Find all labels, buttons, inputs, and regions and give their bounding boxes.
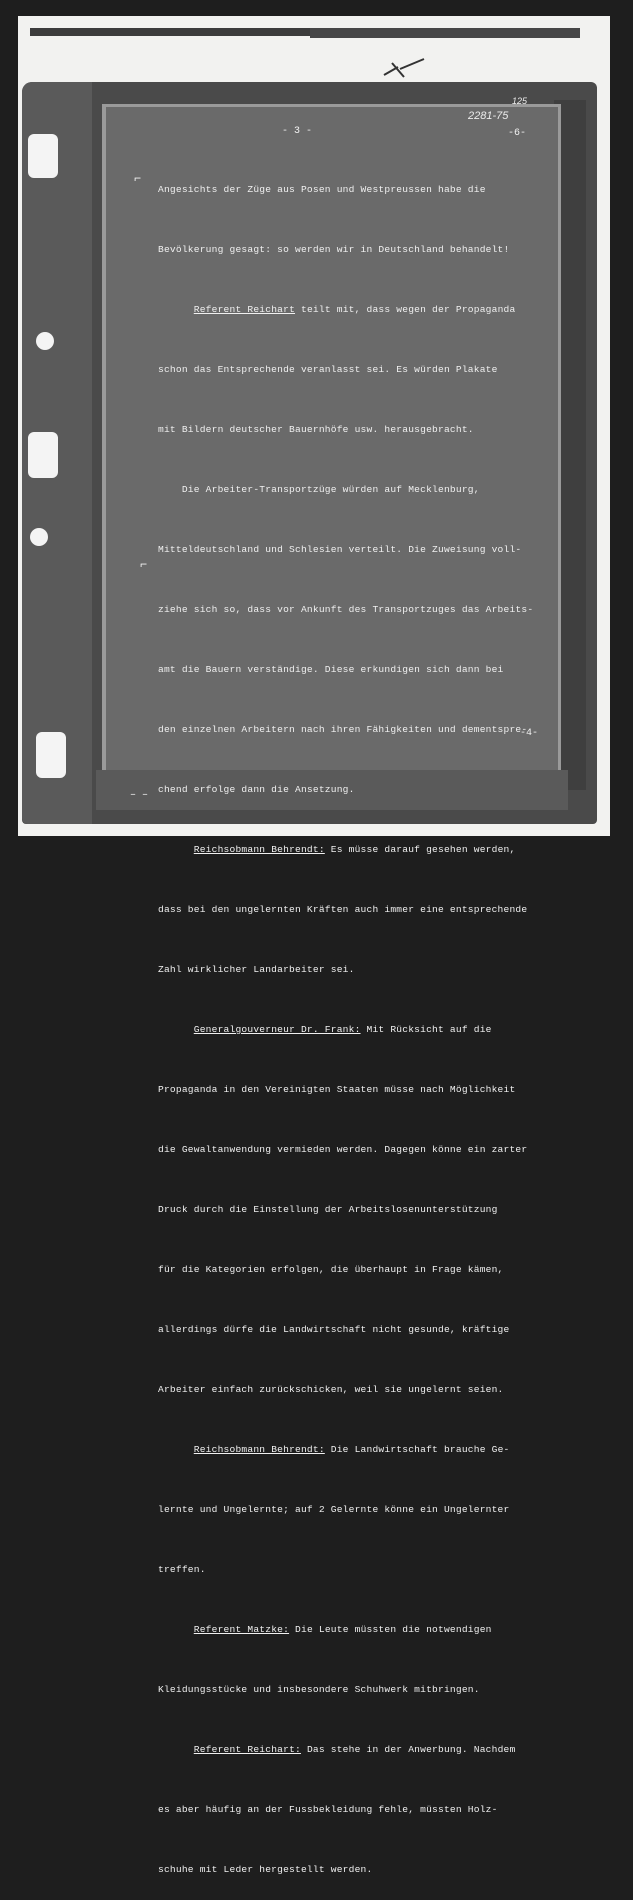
- body-line: ziehe sich so, dass vor Ankunft des Transportzuges das Arbeits-: [158, 604, 534, 615]
- speaker-line: [158, 1740, 538, 1760]
- margin-bracket-mark: ⌐: [140, 558, 148, 572]
- speaker-line: [158, 840, 538, 860]
- speaker-name: Generalgouverneur Dr. Frank:: [193, 1024, 361, 1035]
- body-line: Propaganda in den Vereinigten Staaten müsse nach Möglichkeit: [158, 1084, 516, 1095]
- speaker-text: teilt mit, dass wegen der Propaganda: [295, 304, 516, 315]
- margin-bracket-mark: ‒ ‒: [130, 790, 149, 801]
- body-line: den einzelnen Arbeitern nach ihren Fähigkeiten und dementspre-: [158, 724, 528, 735]
- body-line: lernte und Ungelernte; auf 2 Gelernte könne ein Ungelernter: [158, 1504, 510, 1515]
- speaker-line: [158, 1440, 538, 1460]
- film-top-edge-right: [310, 28, 580, 38]
- sprocket-hole: [30, 528, 48, 546]
- body-line: mit Bildern deutscher Bauernhöfe usw. herausgebracht.: [158, 424, 474, 435]
- speaker-name: Referent Matzke:: [193, 1624, 290, 1635]
- speaker-line: [158, 300, 538, 320]
- document-body: [158, 140, 538, 1900]
- archive-corner-number: 125: [512, 96, 528, 106]
- body-line: Arbeiter einfach zurückschicken, weil sie ungelernt seien.: [158, 1384, 504, 1395]
- speaker-name: Referent Reichart:: [193, 1744, 301, 1755]
- body-line: Die Arbeiter-Transportzüge würden auf Mecklenburg,: [158, 484, 480, 495]
- body-line: Kleidungsstücke und insbesondere Schuhwerk mitbringen.: [158, 1684, 480, 1695]
- body-line: die Gewaltanwendung vermieden werden. Dagegen könne ein zarter: [158, 1144, 528, 1155]
- sprocket-hole: [28, 432, 58, 478]
- speaker-name: Referent Reichart: [193, 304, 296, 315]
- next-page-number: -4-: [520, 728, 539, 739]
- sprocket-hole: [36, 332, 54, 350]
- speaker-text: Das stehe in der Anwerbung. Nachdem: [300, 1744, 516, 1755]
- speaker-name: Reichsobmann Behrendt:: [193, 1444, 325, 1455]
- body-line: schon das Entsprechende veranlasst sei. Es würden Plakate: [158, 364, 498, 375]
- archive-number: 2281-75: [468, 110, 509, 122]
- archive-sub-number: -6-: [508, 128, 527, 139]
- body-line: es aber häufig an der Fussbekleidung fehle, müssten Holz-: [158, 1804, 498, 1815]
- body-line: Angesichts der Züge aus Posen und Westpreussen habe die: [158, 184, 486, 195]
- speaker-name: Reichsobmann Behrendt:: [193, 844, 325, 855]
- sprocket-hole: [28, 134, 58, 178]
- body-line: allerdings dürfe die Landwirtschaft nicht gesunde, kräftige: [158, 1324, 510, 1335]
- sprocket-hole: [36, 732, 66, 778]
- body-line: dass bei den ungelernten Kräften auch immer eine entsprechende: [158, 904, 528, 915]
- check-mark-icon: [380, 55, 430, 85]
- body-line: treffen.: [158, 1564, 206, 1575]
- margin-bracket-mark: ⌐: [134, 172, 142, 186]
- speaker-text: Die Leute müssten die notwendigen: [289, 1624, 492, 1635]
- body-line: amt die Bauern verständige. Diese erkundigen sich dann bei: [158, 664, 504, 675]
- page-number: - 3 -: [282, 126, 313, 137]
- speaker-text: Es müsse darauf gesehen werden,: [324, 844, 516, 855]
- speaker-line: [158, 1620, 538, 1640]
- speaker-line: [158, 1020, 538, 1040]
- speaker-text: Die Landwirtschaft brauche Ge-: [324, 1444, 510, 1455]
- speaker-text: Mit Rücksicht auf die: [360, 1024, 492, 1035]
- body-line: Mitteldeutschland und Schlesien verteilt. Die Zuweisung voll-: [158, 544, 522, 555]
- body-line: chend erfolge dann die Ansetzung.: [158, 784, 355, 795]
- body-line: Bevölkerung gesagt: so werden wir in Deutschland behandelt!: [158, 244, 510, 255]
- body-line: für die Kategorien erfolgen, die überhaupt in Frage kämen,: [158, 1264, 504, 1275]
- body-line: schuhe mit Leder hergestellt werden.: [158, 1864, 373, 1875]
- body-line: Druck durch die Einstellung der Arbeitslosenunterstützung: [158, 1204, 498, 1215]
- body-line: Zahl wirklicher Landarbeiter sei.: [158, 964, 355, 975]
